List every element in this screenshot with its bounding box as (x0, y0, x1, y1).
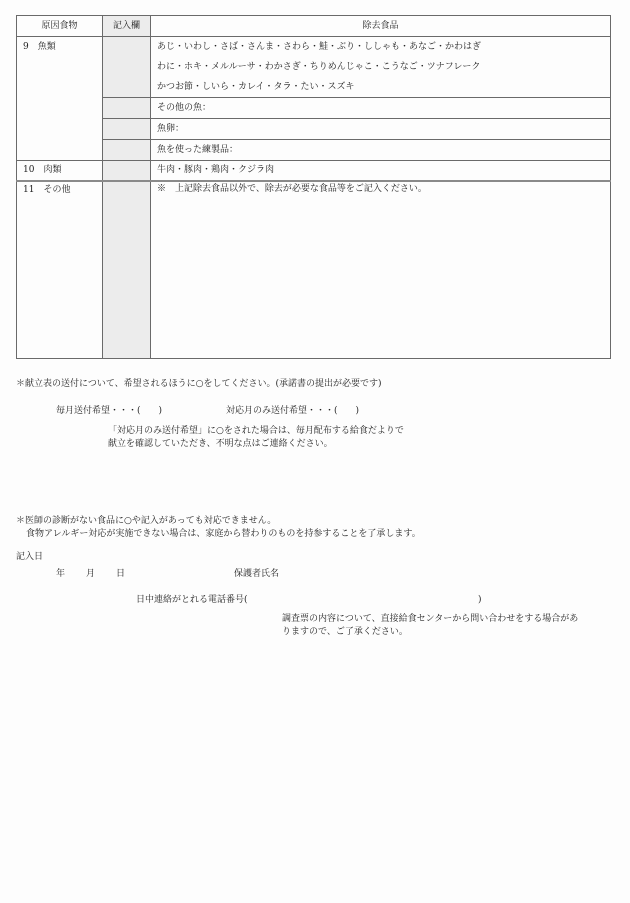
option-monthly[interactable]: 毎月送付希望・・・( ) (56, 406, 163, 416)
table-subrow (17, 98, 611, 119)
table-subrow (17, 140, 611, 161)
table-header-row (17, 16, 611, 37)
fish-list (151, 37, 611, 98)
phone-close-paren: ) (478, 595, 482, 605)
entry-meat[interactable] (103, 161, 151, 182)
category-other: 11 その他 (17, 181, 103, 359)
table-subrow (17, 119, 611, 140)
header-excluded-foods: 除去食品 (151, 16, 611, 37)
entry-fish-roe[interactable] (103, 119, 151, 140)
entry-other[interactable] (103, 181, 151, 359)
date-label: 記入日 (16, 552, 44, 562)
allergy-table (16, 15, 611, 359)
table-row-meat (17, 161, 611, 182)
contact-note-line2: りますので、ご了承ください。 (282, 627, 408, 637)
year-field[interactable]: 年 (56, 569, 66, 579)
entry-fish-paste[interactable] (103, 140, 151, 161)
other-fish-label: その他の魚： (151, 98, 611, 119)
option-relevant-month[interactable]: 対応月のみ送付希望・・・( ) (226, 406, 360, 416)
fish-paste-label: 魚を使った練製品： (151, 140, 611, 161)
fish-line-3: かつお節・しいら・カレイ・タラ・たい・スズキ (157, 82, 355, 92)
phone-input[interactable] (260, 594, 478, 606)
day-field[interactable]: 日 (116, 569, 126, 579)
menu-notice-heading: ＊献立表の送付について、希望されるほうに○をしてください。(承諾書の提出が必要です) (16, 379, 382, 389)
menu-note-line1: 「対応月のみ送付希望」に○をされた場合は、毎月配布する給食だよりで (108, 426, 404, 436)
header-entry: 記入欄 (103, 16, 151, 37)
category-meat: 10 肉類 (17, 161, 103, 182)
meat-list: 牛肉・豚肉・鶏肉・クジラ肉 (151, 161, 611, 182)
entry-fish[interactable] (103, 37, 151, 98)
entry-other-fish[interactable] (103, 98, 151, 119)
guardian-name-label: 保護者氏名 (234, 569, 280, 579)
contact-note-line1: 調査票の内容について、直接給食センターから問い合わせをする場合があ (282, 614, 579, 624)
fish-roe-label: 魚卵： (151, 119, 611, 140)
table-row-other (17, 181, 611, 359)
phone-label: 日中連絡がとれる電話番号( (136, 595, 248, 605)
doctor-notice-line1: ＊医師の診断がない食品に○や記入があっても対応できません。 (16, 516, 277, 526)
category-fish: 9 魚類 (17, 37, 103, 161)
month-field[interactable]: 月 (86, 569, 96, 579)
table-row-fish (17, 37, 611, 98)
menu-note-line2: 献立を確認していただき、不明な点はご連絡ください。 (108, 439, 333, 449)
doctor-notice-line2: 食物アレルギー対応が実施できない場合は、家庭から替わりのものを持参することを了承します。 (26, 529, 421, 539)
header-cause-food: 原因食物 (17, 16, 103, 37)
fish-line-2: わに・ホキ・メルルーサ・わかさぎ・ちりめんじゃこ・こうなご・ツナフレーク (157, 62, 481, 72)
fish-line-1: あじ・いわし・さば・さんま・さわら・鮭・ぶり・ししゃも・あなご・かわはぎ (157, 42, 482, 52)
other-note: ※ 上記除去食品以外で、除去が必要な食品等をご記入ください。 (151, 181, 611, 359)
